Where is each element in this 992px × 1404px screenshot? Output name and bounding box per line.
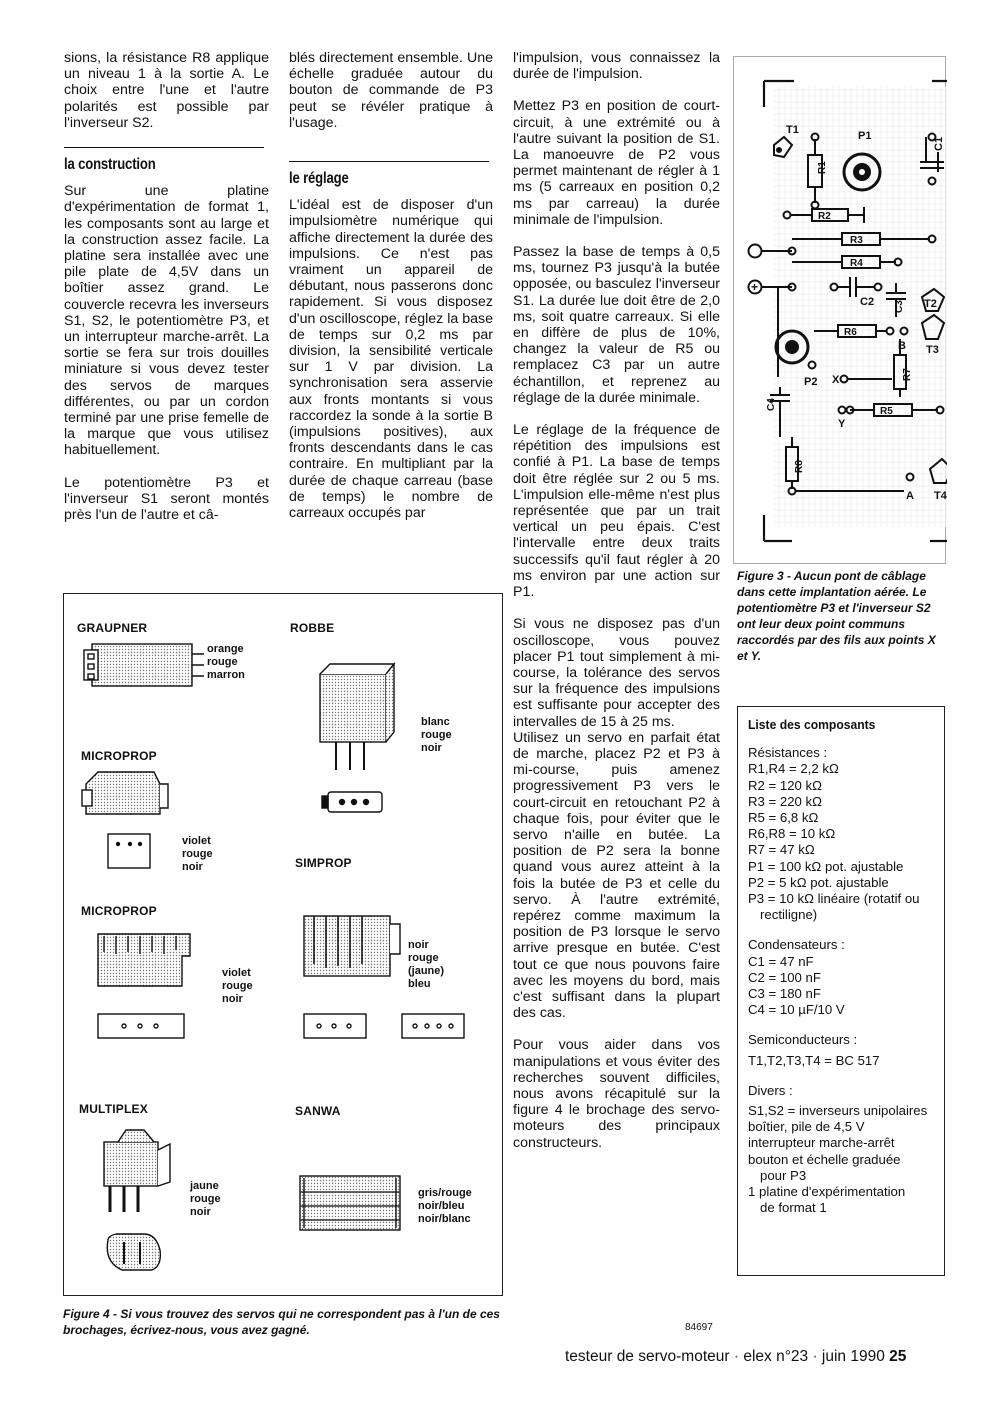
footer-magazine: elex n°23 xyxy=(743,1348,809,1365)
resistors-heading: Résistances : xyxy=(748,745,828,761)
capacitors-heading: Condensateurs : xyxy=(748,937,845,953)
paragraph: blés directement ensemble. Une échelle graduée autour du bouton de commande de P3 peut se révéler pratique à l'usage. xyxy=(289,50,493,131)
wire-color: noir/blanc xyxy=(418,1213,471,1225)
brand-label-multiplex: MULTIPLEX xyxy=(79,1102,148,1116)
figure-3-pcb-layout xyxy=(733,56,946,564)
figure-4-caption: Figure 4 - Si vous trouvez des servos qui ne correspondent pas à l'un de ces brochages, écrivez-nous, vous avez gagné. xyxy=(63,1307,500,1337)
wire-list-sanwa xyxy=(418,1187,472,1226)
capacitor-item: C4 = 10 µF/10 V xyxy=(748,1002,845,1018)
article-reference-number: 84697 xyxy=(685,1322,713,1333)
pcb-label-x: X xyxy=(832,374,840,386)
misc-item: 1 platine d'expérimentation de format 1 xyxy=(748,1184,906,1216)
wire-list-robbe xyxy=(421,716,452,755)
misc-item: S1,S2 = inverseurs unipolaires xyxy=(748,1103,928,1119)
pcb-label-c3: C3 xyxy=(894,300,905,313)
page-footer: testeur de servo-moteur · elex n°23 · juin 1990 25 xyxy=(565,1348,907,1365)
pcb-label-p2: P2 xyxy=(804,376,818,388)
wire-color: rouge xyxy=(408,952,439,964)
misc-item: bouton et échelle graduée pour P3 xyxy=(748,1151,901,1183)
pcb-label-c4: C4 xyxy=(766,398,777,411)
wire-color: noir xyxy=(190,1206,211,1218)
pcb-label-y: Y xyxy=(838,418,846,430)
wire-list-graupner xyxy=(207,643,245,682)
paragraph: Mettez P3 en position de court-circuit, à une extrémité ou à l'autre suivant la position de S1. La manoeuvre de P2 vous permet maintenant de régler à 1 ms (5 carreaux en position 0,2 ms par carreau) la durée minimale de l'impulsion. xyxy=(513,98,720,228)
footer-article-title: testeur de servo-moteur xyxy=(565,1348,730,1365)
wire-color: rouge xyxy=(207,656,238,668)
wire-color: marron xyxy=(207,669,245,681)
pcb-label-r4: R4 xyxy=(850,258,863,269)
wire-color: gris/rouge xyxy=(418,1187,472,1199)
wire-list-microprop xyxy=(182,835,213,874)
paragraph: Utilisez un servo en parfait état de marche, placez P2 et P3 à mi-course, puis amenez progressivement P3 vers le court-circuit en retouchant P2 à chaque fois, pour éviter que le servo n'aille en butée. La position de P2 sera la bonne quand vous aurez atteint à la fois la butée de P3 et celle du servo. À l'autre extrémité, repérez comme maximum la position de P3 lorsque le servo arrive presque en butée. C'est tout ce que nous pouvons faire avec les moyens du bord, mais c'est suffisant dans la plupart des cas. xyxy=(513,729,720,1022)
pcb-label-r1: R1 xyxy=(817,161,828,174)
resistor-item: R1,R4 = 2,2 kΩ xyxy=(748,761,839,777)
text-column-1 xyxy=(64,50,269,523)
pcb-label-r3: R3 xyxy=(850,235,863,246)
wire-color: rouge xyxy=(190,1193,221,1205)
wire-color: violet xyxy=(222,967,251,979)
section-heading-construction: la construction xyxy=(64,147,264,173)
pcb-label-p1: P1 xyxy=(858,130,872,142)
paragraph: Si vous ne disposez pas d'un oscilloscope, vous pouvez placer P1 tout simplement à mi-course, la tolérance des servos sur la fréquence des impulsions est suffisante pour accepter des intervalles de 15 à 25 ms. xyxy=(513,616,720,730)
pcb-label-t3: T3 xyxy=(926,344,939,356)
wire-list-microprop-2 xyxy=(222,967,253,1006)
wire-color: noir xyxy=(421,742,442,754)
paragraph: Le réglage de la fréquence de répétition des impulsions est confié à P1. La base de temps doit être réglée sur 2 ou 5 ms. L'impulsion elle-même n'est plus représentée que par un trait vertical un peu épais. C'est l'intervalle entre deux traits successifs qu'il faut régler à 20 ms environ par une action sur P1. xyxy=(513,422,720,601)
wire-color: noir xyxy=(182,861,203,873)
brand-label-microprop-2: MICROPROP xyxy=(81,904,157,918)
brand-label-simprop: SIMPROP xyxy=(295,856,352,870)
pcb-label-c1: C1 xyxy=(933,136,945,151)
pcb-label-t2: T2 xyxy=(924,298,937,310)
resistor-item: P1 = 100 kΩ pot. ajustable xyxy=(748,858,904,874)
semiconductors-heading: Semiconducteurs : xyxy=(748,1032,858,1048)
wire-color: blanc xyxy=(421,716,450,728)
resistor-item: P2 = 5 kΩ pot. ajustable xyxy=(748,874,889,890)
wire-color: rouge xyxy=(421,729,452,741)
text-column-2 xyxy=(289,50,493,521)
semiconductor-item: T1,T2,T3,T4 = BC 517 xyxy=(748,1052,880,1068)
wire-color: noir xyxy=(408,939,429,951)
wire-color: (jaune) xyxy=(408,965,445,977)
paragraph: sions, la résistance R8 applique un niveau 1 à la sortie A. Le choix entre l'une et l'autre polarités est possible par l'inverseur S2. xyxy=(64,50,269,131)
resistor-item: R5 = 6,8 kΩ xyxy=(748,810,819,826)
paragraph: l'impulsion, vous connaissez la durée de l'impulsion. xyxy=(513,50,720,83)
paragraph: Sur une platine d'expérimentation de format 1, les composants sont au large et la construction assez facile. La platine sera installée avec une pile plate de 4,5V dans un boîtier assez grand. Le couvercle recevra les inverseurs S1, S2, le potentiomètre P3, et un interrupteur marche-arrêt. La sortie se fera sur trois douilles miniature si vous devez tester des servos de marques différentes, ou par un cordon terminé par une prise femelle de la marque que vous utilisez habituellement. xyxy=(64,183,269,459)
wire-color: jaune xyxy=(190,1180,219,1192)
paragraph: Passez la base de temps à 0,5 ms, tournez P3 jusqu'à la butée opposée, ou basculez l'inverseur S1. La durée lue doit être de 2,0 ms, soit quatre carreaux. Si elle en diffère de plus de 10%, changez la valeur de R5 ou remplacez C3 par un autre échantillon, et reprenez au réglage de la durée minimale. xyxy=(513,244,720,406)
capacitor-item: C3 = 180 nF xyxy=(748,986,821,1002)
pcb-label-a: A xyxy=(906,490,914,502)
section-heading-reglage: le réglage xyxy=(289,161,489,187)
pcb-label-r7: R7 xyxy=(902,368,913,381)
pcb-label-r2: R2 xyxy=(818,211,831,222)
parts-list-title: Liste des composants xyxy=(748,717,876,732)
parts-list-box xyxy=(737,706,945,1276)
capacitor-item: C1 = 47 nF xyxy=(748,953,814,969)
text-column-3 xyxy=(513,50,720,1151)
pcb-label-c2: C2 xyxy=(860,296,875,308)
pcb-label-plus: + xyxy=(751,280,759,294)
footer-date: juin 1990 xyxy=(821,1348,885,1365)
brand-label-robbe: ROBBE xyxy=(290,621,335,635)
wire-color: noir/bleu xyxy=(418,1200,465,1212)
wire-color: violet xyxy=(182,835,211,847)
pcb-label-r8: R8 xyxy=(794,460,805,473)
wire-color: orange xyxy=(207,643,244,655)
wire-color: noir xyxy=(222,993,243,1005)
misc-item: boîtier, pile de 4,5 V xyxy=(748,1119,865,1135)
paragraph: L'idéal est de disposer d'un impulsiomètre numérique qui affiche directement la durée des impulsions. Ce n'est pas vraiment un appareil de débutant, nous passerons donc rapidement. Si vous disposez d'un oscilloscope, réglez la base de temps sur 0,2 ms par division, la sensibilité verticale sur 1 V par division. La synchronisation sera asservie aux fronts montants si vous raccordez la sonde à la sortie B (impulsions positives), aux fronts descendants dans le cas contraire. En multipliant par la durée de chaque carreau (base de temps) le nombre de carreaux occupés par xyxy=(289,197,493,522)
pcb-label-t4: T4 xyxy=(934,490,947,502)
pcb-label-r6: R6 xyxy=(844,327,857,338)
misc-item: interrupteur marche-arrêt xyxy=(748,1135,895,1151)
resistor-item: R2 = 120 kΩ xyxy=(748,777,823,793)
wire-color: rouge xyxy=(182,848,213,860)
resistor-item: R3 = 220 kΩ xyxy=(748,793,823,809)
resistor-item: P3 = 10 kΩ linéaire (rotatif ou rectiligne) xyxy=(748,891,920,923)
brand-label-sanwa: SANWA xyxy=(295,1104,341,1118)
wire-color: rouge xyxy=(222,980,253,992)
wire-list-multiplex xyxy=(190,1180,221,1219)
resistor-item: R6,R8 = 10 kΩ xyxy=(748,826,836,842)
paragraph: Pour vous aider dans vos manipulations et vous éviter des recherches souvent difficiles, nous avons récapitulé sur la figure 4 le brochage des servo-moteurs des principaux constructeurs. xyxy=(513,1037,720,1151)
brand-label-microprop: MICROPROP xyxy=(81,749,157,763)
wire-color: bleu xyxy=(408,978,431,990)
misc-heading: Divers : xyxy=(748,1082,793,1098)
pcb-label-r5: R5 xyxy=(880,406,893,417)
brand-label-graupner: GRAUPNER xyxy=(77,621,148,635)
pcb-layout-drawing xyxy=(734,57,947,565)
resistor-item: R7 = 47 kΩ xyxy=(748,842,815,858)
capacitor-item: C2 = 100 nF xyxy=(748,969,821,985)
pcb-label-b: B xyxy=(898,340,906,352)
wire-list-simprop xyxy=(408,939,444,991)
pcb-label-t1: T1 xyxy=(786,124,799,136)
paragraph: Le potentiomètre P3 et l'inverseur S1 seront montés près l'un de l'autre et câ- xyxy=(64,474,269,524)
figure-3-caption: Figure 3 - Aucun pont de câblage dans cette implantation aérée. Le potentiomètre P3 et l'inverseur S2 ont leur deux point communs raccordés par des fils aux points X et Y. xyxy=(737,569,936,663)
page-number: 25 xyxy=(889,1348,907,1365)
figure-4-servo-connectors xyxy=(63,593,503,1296)
